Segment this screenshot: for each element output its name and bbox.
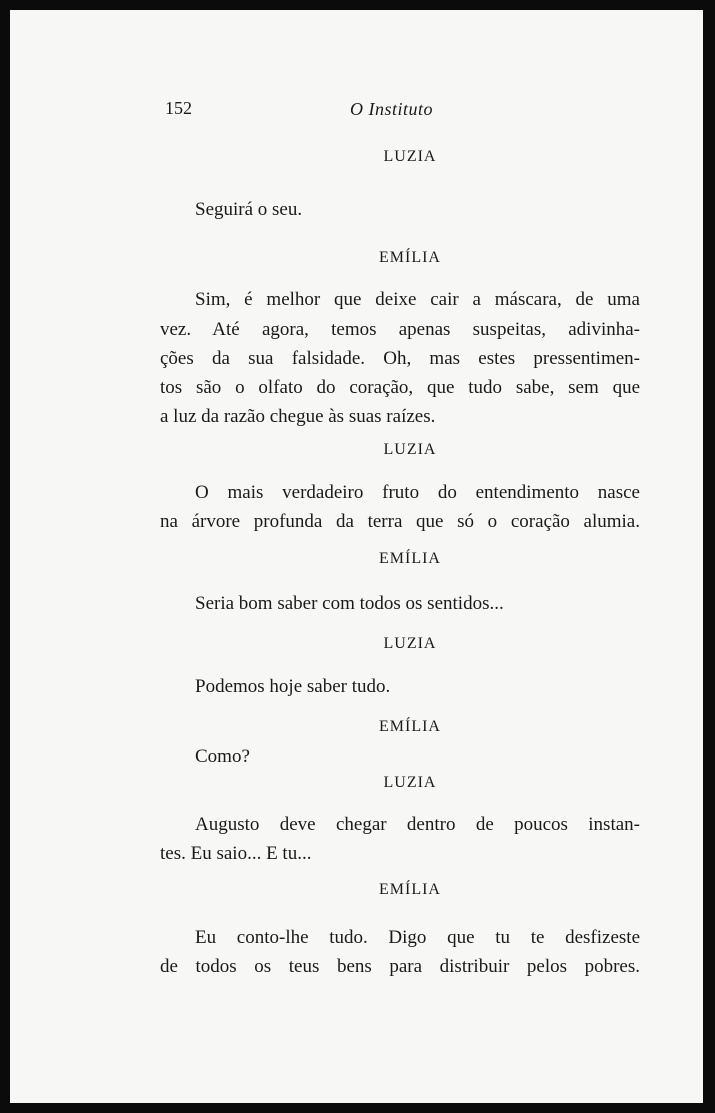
speaker-name: EMÍLIA — [379, 718, 441, 735]
dialogue-line: na árvore profunda da terra que só o coração alumia. — [160, 511, 640, 532]
running-title: O Instituto — [350, 99, 434, 119]
dialogue-line: tes. Eu saio... E tu... — [160, 843, 312, 864]
speaker-name: EMÍLIA — [379, 550, 441, 567]
dialogue-line: ções da sua falsidade. Oh, mas estes pressentimen- — [160, 348, 640, 369]
speaker-name: LUZIA — [383, 774, 437, 791]
page-number: 152 — [165, 98, 192, 118]
speaker-name: EMÍLIA — [379, 249, 441, 266]
dialogue-line: Como? — [195, 746, 250, 767]
dialogue-line: Seguirá o seu. — [195, 199, 303, 220]
dialogue-line: tos são o olfato do coração, que tudo sabe, sem que — [160, 377, 640, 398]
dialogue-line: Sim, é melhor que deixe cair a máscara, de uma — [195, 289, 640, 310]
speaker-name: LUZIA — [383, 148, 437, 165]
speaker-name: LUZIA — [383, 441, 437, 458]
dialogue-line: a luz da razão chegue às suas raízes. — [160, 406, 436, 427]
book-page — [10, 10, 703, 1103]
dialogue-line: Podemos hoje saber tudo. — [195, 676, 391, 697]
dialogue-line: Augusto deve chegar dentro de poucos instan- — [195, 814, 640, 835]
dialogue-line: de todos os teus bens para distribuir pelos pobres. — [160, 956, 640, 977]
dialogue-line: O mais verdadeiro fruto do entendimento nasce — [195, 482, 640, 503]
dialogue-line: Eu conto-lhe tudo. Digo que tu te desfizeste — [195, 927, 640, 948]
speaker-name: EMÍLIA — [379, 881, 441, 898]
dialogue-line: vez. Até agora, temos apenas suspeitas, adivinha- — [160, 319, 640, 340]
dialogue-line: Seria bom saber com todos os sentidos... — [195, 593, 504, 614]
speaker-name: LUZIA — [383, 635, 437, 652]
